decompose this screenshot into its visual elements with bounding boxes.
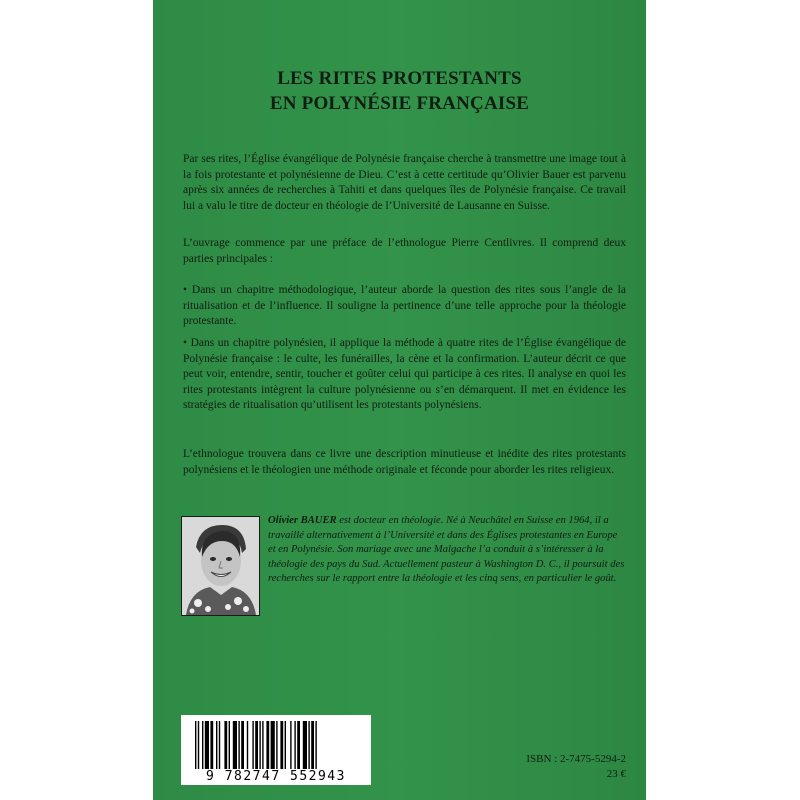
blurb-paragraph-2: L’ouvrage commence par une préface de l’ethnologue Pierre Centlivres. Il comprend deux parties principales : [183, 237, 626, 265]
author-bio [268, 514, 626, 587]
book-back-cover [153, 0, 646, 800]
title-line-1: LES RITES PROTESTANTS [277, 68, 522, 89]
author-name: Olivier BAUER [268, 515, 337, 526]
barcode-number: 9 782747 552943 [206, 769, 346, 784]
title-line-2: EN POLYNÉSIE FRANÇAISE [269, 93, 530, 114]
author-portrait-icon [182, 517, 259, 615]
price-label: 23 € [606, 768, 626, 780]
author-photo [181, 516, 260, 616]
barcode-bars-icon [193, 721, 361, 769]
isbn-label: ISBN : 2-7475-5294-2 [526, 753, 626, 765]
author-bio-text: est docteur en théologie. Né à Neuchâtel en Suisse en 1964, il a travaillé alternativement à l’Université et dans des Églises protestantes en Europe et en Polynésie. Son mariage avec une Malgache l’a conduit à s’intéresser à la théologie des pays du Sud. Actuellement pasteur à Washington D. C., il poursuit des recherches sur le rapport entre la théologie et les cinq sens, en particulier le goût. [268, 515, 625, 585]
blurb-paragraph-5: L’ethnologue trouvera dans ce livre une description minutieuse et inédite des rites protestants polynésiens et le théologien une méthode originale et féconde pour aborder les rites religieux. [183, 448, 626, 476]
barcode [181, 715, 371, 785]
blurb-paragraph-1: Par ses rites, l’Église évangélique de Polynésie française cherche à transmettre une image tout à la fois protestante et polynésienne de Dieu. C’est à cette certitude qu’Olivier Bauer est parvenu après six années de recherches à Tahiti et dans quelques îles de Polynésie française. Ce travail lui a valu le titre de docteur en théologie de l’Université de Lausanne en Suisse. [183, 153, 626, 212]
blurb-paragraph-4: • Dans un chapitre polynésien, il applique la méthode à quatre rites de l’Église évangélique de Polynésie française : le culte, les funérailles, la cène et la confirmation. L’auteur décrit ce que peut voir, entendre, sentir, toucher et goûter celui qui participe à ces rites. Il analyse en quoi les rites protestants intègrent la culture polynésienne ou s’en démarquent. Il met en évidence les stratégies de ritualisation qu’utilisent les protestants polynésiens. [183, 337, 626, 412]
blurb-paragraph-3: • Dans un chapitre méthodologique, l’auteur aborde la question des rites sous l’angle de la ritualisation et de l’influence. Il souligne la pertinence d’une telle approche pour la théologie protestante. [183, 284, 626, 328]
book-title [153, 66, 646, 116]
